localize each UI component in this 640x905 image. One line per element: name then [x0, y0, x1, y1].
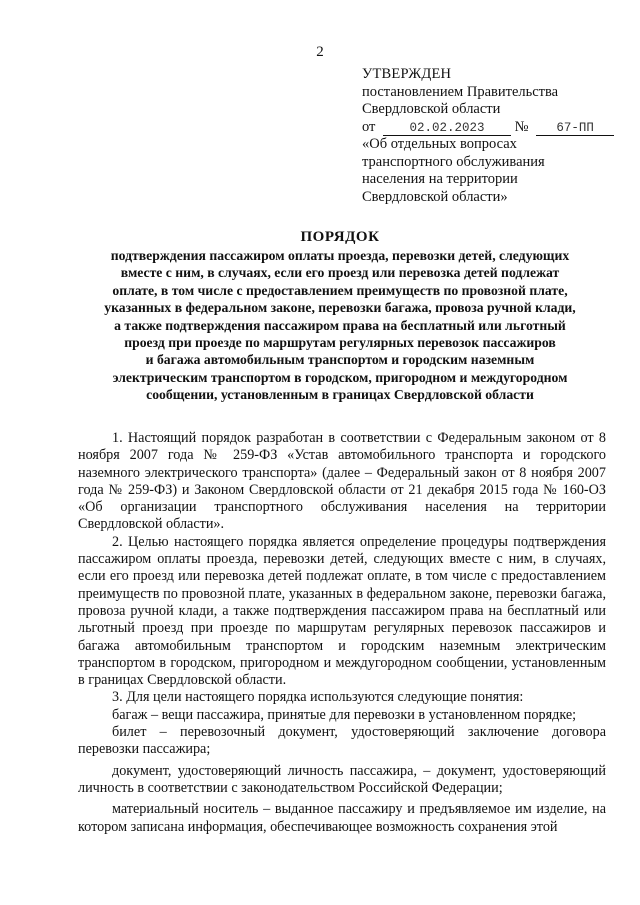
- paragraph-3: 3. Для цели настоящего порядка используются следующие понятия:: [112, 689, 524, 706]
- from-label: от: [362, 118, 376, 135]
- definition-ticket: билет – перевозочный документ, удостоверяющий заключение договора перевозки пассажира;: [78, 724, 606, 758]
- subtitle-line: проезд при проезде по маршрутам регулярных перевозок пассажиров: [124, 335, 556, 351]
- approval-heading: УТВЕРЖДЕН: [362, 66, 452, 82]
- subtitle-line: указанных в федеральном законе, перевозки багажа, провоза ручной клади,: [104, 300, 576, 316]
- definition-material-carrier: материальный носитель – выданное пассажиру и предъявляемое им изделие, на котором записана информация, обеспечивающее возможность сохранения этой: [78, 801, 606, 835]
- approval-line-6: населения на территории: [362, 171, 518, 187]
- subtitle-line: и багажа автомобильным транспортом и городским наземным: [145, 352, 535, 368]
- approval-date: 02.02.2023: [383, 121, 511, 136]
- subtitle-line: электрическим транспортом в городском, пригородном и междугородном: [112, 369, 568, 385]
- approval-block: [362, 66, 622, 206]
- document-body: [78, 430, 606, 836]
- paragraph-1: 1. Настоящий порядок разработан в соответствии с Федеральным законом от 8 ноября 2007 года № 259-ФЗ «Устав автомобильного транспорта и городского наземного электрического транспорта» (далее – Федеральный закон от 8 ноября 2007 года № 259-ФЗ) и Законом Свердловской области от 21 декабря 2015 года № 160-ОЗ «Об организации транспортного обслуживания населения на территории Свердловской области».: [78, 430, 606, 533]
- definition-identity-document: документ, удостоверяющий личность пассажира, – документ, удостоверяющий личность в соответствии с законодательством Российской Федерации;: [78, 762, 606, 796]
- approval-line-2: Свердловской области: [362, 101, 501, 117]
- approval-line-5: транспортного обслуживания: [362, 153, 545, 170]
- subtitle-line: а также подтверждения пассажиром права на бесплатный или льготный: [114, 317, 566, 333]
- paragraph-2: 2. Целью настоящего порядка является определение процедуры подтверждения пассажиром оплаты проезда, перевозки детей, следующих вместе с ним, в случаях, если его проезд или перевозка детей подлежат оплате, в том числе с предоставлением преимуществ по провозной плате, указанных в федеральном законе, перевозки багажа, провоза ручной клади, а также подтверждения пассажиром права на бесплатный или льготный проезд при проезде по маршрутам регулярных перевозок пассажиров и багажа автомобильным транспортом и городским наземным электрическим транспортом в городском, пригородном и междугородном сообщении, установленным в границах Свердловской области.: [78, 533, 606, 689]
- subtitle-line: вместе с ним, в случаях, если его проезд или перевозка детей подлежат: [120, 265, 560, 281]
- document-subtitle: [78, 247, 602, 404]
- approval-date-line: [362, 119, 622, 137]
- approval-line-7: Свердловской области»: [362, 188, 508, 205]
- definition-baggage: багаж – вещи пассажира, принятые для перевозки в установленном порядке;: [112, 706, 577, 723]
- page-number: 2: [316, 44, 324, 60]
- subtitle-line: сообщении, установленным в границах Свердловской области: [146, 387, 534, 403]
- number-label: №: [514, 118, 529, 135]
- approval-line-4: «Об отдельных вопросах: [362, 136, 517, 152]
- subtitle-line: подтверждения пассажиром оплаты проезда, перевозки детей, следующих: [110, 248, 570, 263]
- approval-number: 67-ПП: [536, 121, 614, 136]
- document-title: ПОРЯДОК: [300, 229, 380, 245]
- subtitle-line: оплате, в том числе с предоставлением преимуществ по провозной плате,: [112, 282, 568, 298]
- approval-line-1: постановлением Правительства: [362, 83, 559, 100]
